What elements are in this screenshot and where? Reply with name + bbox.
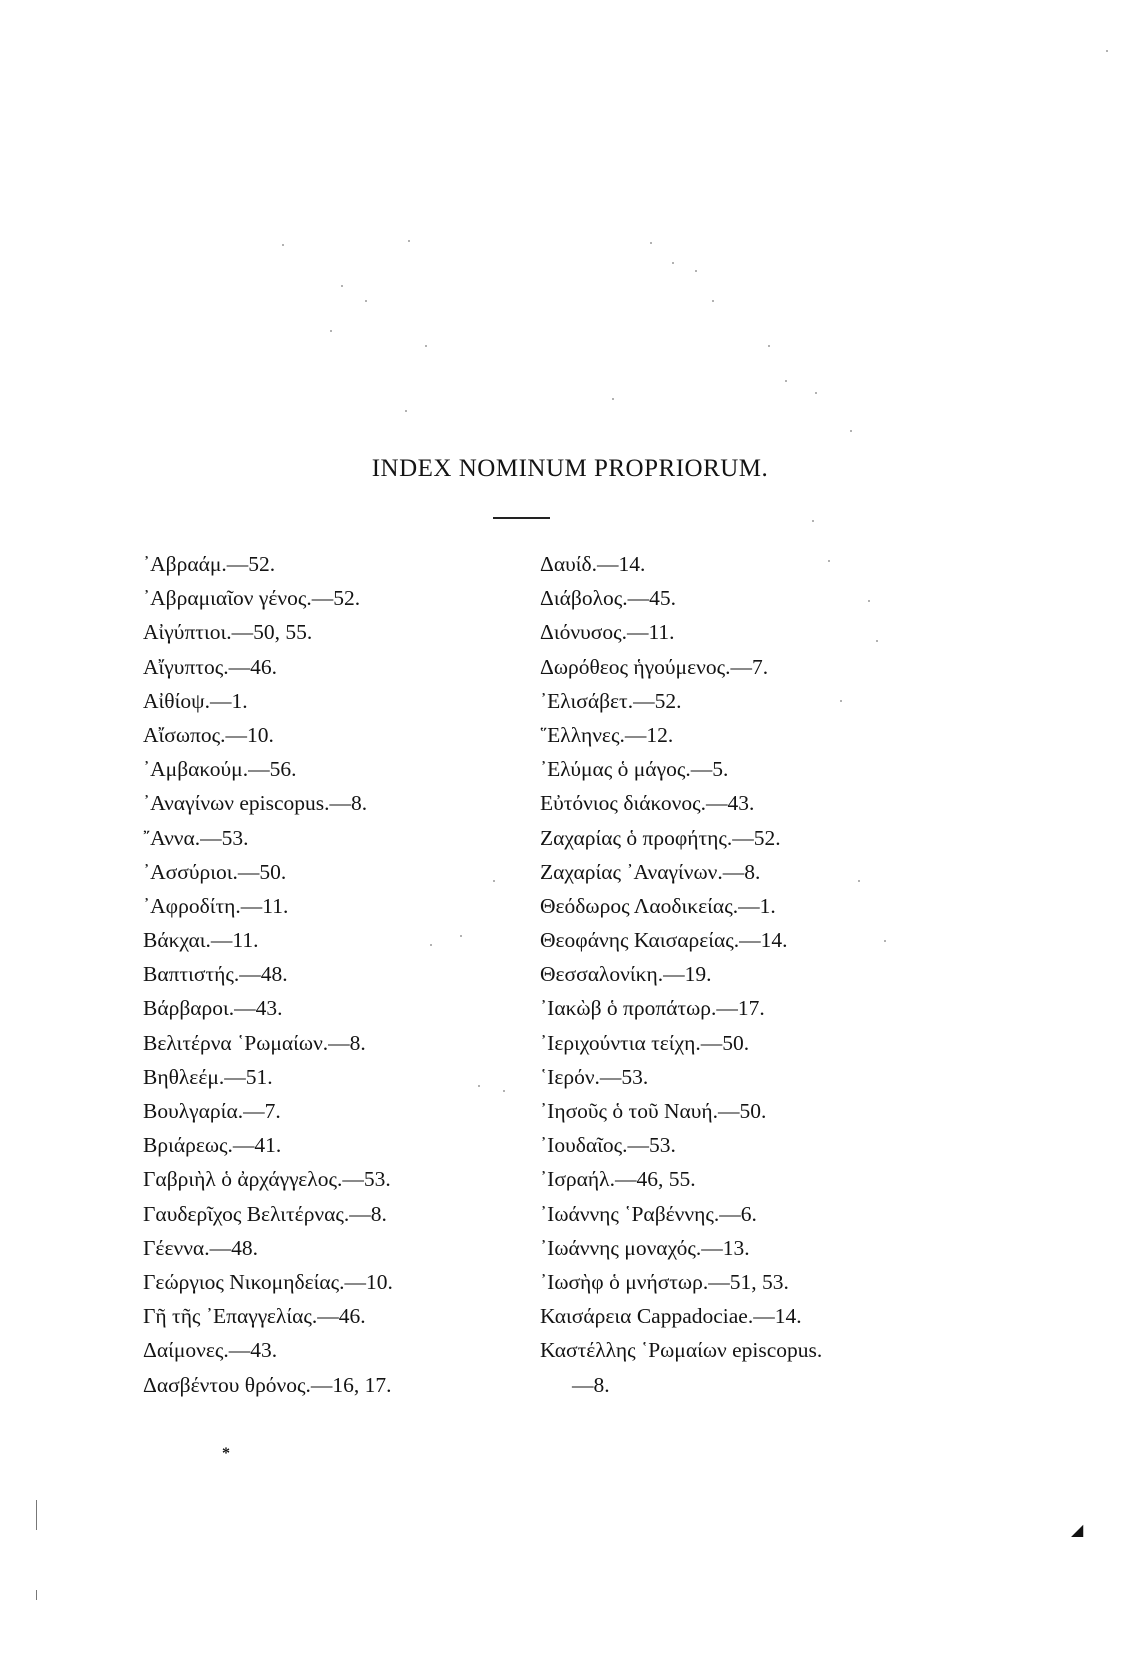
index-entry: ᾿Ιωάννης μοναχός.—13. [540, 1235, 750, 1260]
footer-asterisk: * [222, 1445, 230, 1462]
index-entry: Βηθλεέμ.—51. [143, 1064, 273, 1089]
index-entry: Γεώργιος Νικομηδείας.—10. [143, 1269, 393, 1294]
title-rule [493, 517, 550, 519]
index-entry: Θεοφάνης Καισαρείας.—14. [540, 928, 788, 953]
page-edge-line [36, 1500, 37, 1530]
index-entry: Βελιτέρνα ῾Ρωμαίων.—8. [143, 1030, 366, 1055]
index-entry: Δασβέντου θρόνος.—16, 17. [143, 1372, 392, 1397]
index-entry: ᾿Ιεριχούντια τείχη.—50. [540, 1030, 750, 1055]
index-entry: ᾿Αβραάμ.—52. [143, 552, 276, 576]
index-entry: ῞Ελληνες.—12. [540, 722, 674, 747]
index-entry: Βαπτιστής.—48. [143, 962, 288, 987]
index-entry: Διόνυσος.—11. [540, 620, 675, 645]
index-column-right [540, 547, 822, 1402]
index-entry: Δαυίδ.—14. [540, 552, 646, 576]
index-entry: Γαβριὴλ ὁ ἀρχάγγελος.—53. [143, 1167, 391, 1192]
index-entry: Θεόδωρος Λαοδικείας.—1. [540, 893, 776, 918]
index-entry: Ζαχαρίας ᾿Αναγίνων.—8. [540, 859, 761, 884]
index-entry: Αἴγυπτος.—46. [143, 654, 277, 679]
index-entry: Βριάρεως.—41. [143, 1133, 282, 1158]
index-entry: Καισάρεια Cappadociae.—14. [540, 1304, 802, 1329]
index-entry: Ζαχαρίας ὁ προφήτης.—52. [540, 825, 781, 850]
index-entry: ᾿Ιακὼβ ὁ προπάτωρ.—17. [540, 996, 765, 1021]
index-entry: ᾿Ισραήλ.—46, 55. [540, 1167, 696, 1192]
index-entry: Γῆ τῆς ᾿Επαγγελίας.—46. [143, 1304, 366, 1329]
index-entry: ῾Ιερόν.—53. [540, 1064, 649, 1089]
index-entry: Θεσσαλονίκη.—19. [540, 962, 712, 987]
index-entry: Αἰθίοψ.—1. [143, 688, 248, 713]
index-entry: ᾿Ιωσὴφ ὁ μνήστωρ.—51, 53. [540, 1269, 789, 1294]
index-entry: ᾿Αμβακούμ.—56. [143, 757, 297, 782]
index-entry: ᾿Ελισάβετ.—52. [540, 688, 682, 713]
index-entry: Αἴσωπος.—10. [143, 722, 274, 747]
index-column-left [143, 547, 393, 1402]
index-entry: Γαυδερῖχος Βελιτέρνας.—8. [143, 1201, 387, 1226]
index-entry: Βάκχαι.—11. [143, 928, 259, 953]
index-entry: ᾿Ιουδαῖος.—53. [540, 1133, 676, 1158]
index-entry: Δωρόθεος ἡγούμενος.—7. [540, 654, 769, 679]
index-entry: ᾿Ιωάννης ῾Ραβέννης.—6. [540, 1201, 757, 1226]
index-entry: ᾿Ελύμας ὁ μάγος.—5. [540, 757, 729, 782]
index-entry: ῎Αννα.—53. [143, 825, 249, 850]
index-entry-continuation: —8. [572, 1372, 610, 1397]
corner-mark: ◢ [1071, 1522, 1084, 1539]
index-entry: ᾿Ιησοῦς ὁ τοῦ Ναυή.—50. [540, 1099, 767, 1123]
index-entry: ᾿Αβραμιαῖον γένος.—52. [143, 586, 361, 611]
index-entry: Γέεννα.—48. [143, 1235, 258, 1260]
index-entry: Αἰγύπτιοι.—50, 55. [143, 620, 313, 645]
index-entry: Καστέλλης ῾Ρωμαίων episcopus. [540, 1338, 823, 1363]
page-edge-line [36, 1590, 37, 1600]
index-entry: Διάβολος.—45. [540, 586, 677, 611]
index-entry: Βάρβαροι.—43. [143, 996, 283, 1021]
index-entry: ᾿Ασσύριοι.—50. [143, 859, 287, 884]
index-entry: Δαίμονες.—43. [143, 1338, 278, 1363]
index-entry: ᾿Αναγίνων episcopus.—8. [143, 791, 368, 816]
index-entry: Εὐτόνιος διάκονος.—43. [540, 791, 755, 816]
index-entry: Βουλγαρία.—7. [143, 1099, 281, 1123]
index-entry: ᾿Αφροδίτη.—11. [143, 893, 289, 918]
page-title: INDEX NOMINUM PROPRIORUM. [371, 455, 769, 482]
